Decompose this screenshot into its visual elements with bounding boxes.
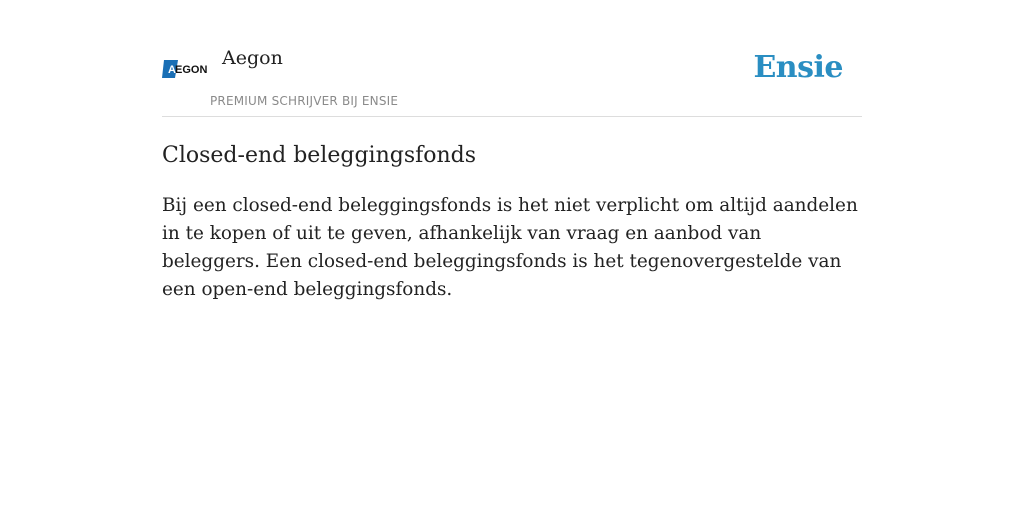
definition-text: Bij een closed-end beleggingsfonds is het niet verplicht om altijd aandelen in te kopen of uit te geven, afhankelijk van vraag en aanbod van beleggers. Een closed-end beleggingsfonds is het tegenovergestelde van een open-end beleggingsfonds. — [162, 195, 858, 300]
sponsor-name[interactable]: Aegon — [222, 47, 283, 69]
logo-wordmark: EGON — [175, 64, 208, 76]
logo-letter: A — [168, 64, 176, 76]
definition-title: Closed-end beleggingsfonds — [162, 143, 477, 168]
card-header — [162, 0, 862, 117]
definition-card — [162, 0, 862, 304]
ensie-logo[interactable]: Ensie — [753, 50, 843, 85]
aegon-logo-icon[interactable] — [162, 58, 212, 80]
sponsor-tagline: PREMIUM SCHRIJVER BIJ ENSIE — [210, 94, 399, 108]
